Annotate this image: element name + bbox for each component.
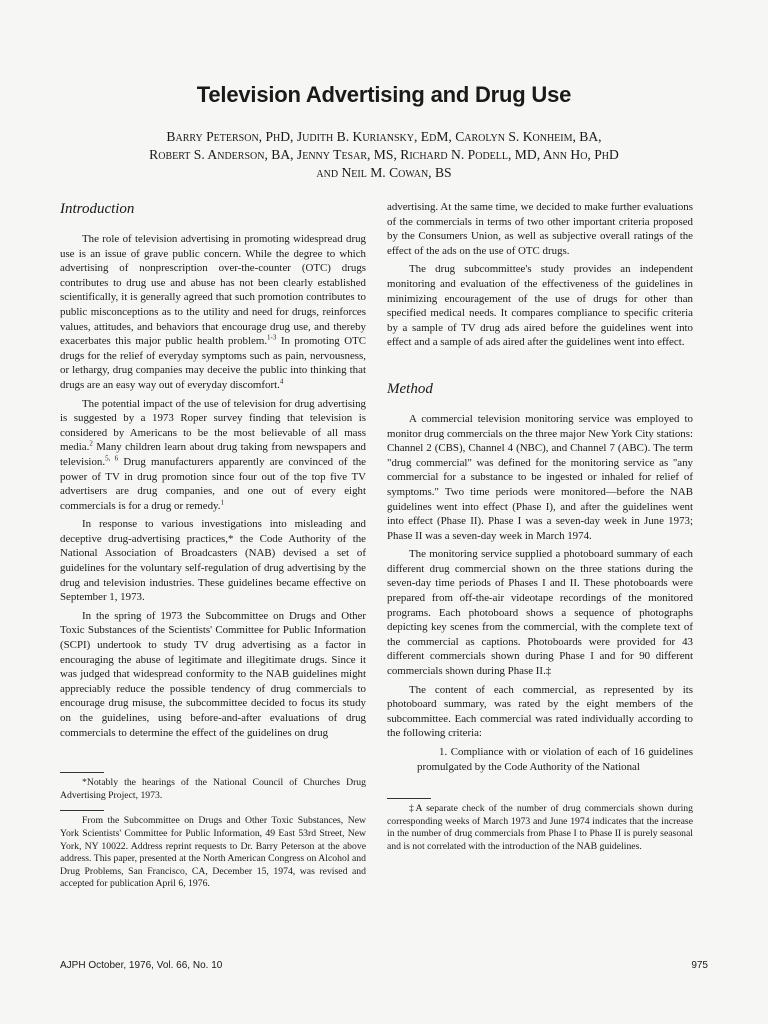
affiliation-note: From the Subcommittee on Drugs and Other Toxic Substances, New York Scientists' Committee for Public Information, 49 East 53rd Street, New York, NY 10022. Address reprint requests to Dr. Barry Peterson at the above address. This paper, presented at the North American Congress on Alcohol and Drug Problems, San Francisco, CA, December 15, 1974, was revised and accepted for publication April 6, 1976. [60,815,366,890]
paragraph: The potential impact of the use of television for drug advertising is suggested by a 1973 Roper survey finding that television is considered by Americans to be the most believable of all mass media.$^2$ Many children learn about drug taking from newspapers and television.$^{5, 6}$ Drug manufacturers apparently are convinced of the power of TV in drug promotion since four out of the top five TV advertisers are drug companies, and one out of every eight commercials is for a drug or remedy.$^1$ [60,397,366,512]
footnote: *Notably the hearings of the National Council of Churches Drug Advertising Project, 1973. [60,777,366,801]
footnote-rule [387,798,431,799]
page-footer [60,960,708,971]
author-line: Robert S. Anderson, BA, Jenny Tesar, MS, Richard N. Podell, MD, Ann Ho, PhD [149,147,619,162]
footnote-rule [60,772,104,773]
paragraph: In the spring of 1973 the Subcommittee on Drugs and Other Toxic Substances of the Scientists' Committee for Public Information (SCPI) undertook to study TV drug advertising as a factor in encouraging the abuse of legitimate and illegitimate drugs. Since it was judged that widespread conformity to the NAB guidelines might appreciably reduce the possible tendency of drug commercials to encourage drug misuse, the subcommittee decided to focus its study on the guidelines, using before-and-after evaluations of drug commercials to determine the effect of the guidelines on drug [60,609,366,739]
right-column [387,200,693,854]
author-list [60,128,708,182]
journal-citation: AJPH October, 1976, Vol. 66, No. 10 [60,960,223,971]
paragraph: The role of television advertising in promoting widespread drug use is an issue of grave public concern. While the degree to which advertising of nonprescription over-the-counter (OTC) drugs contributes to drug use and abuse has not been clearly established scientifically, it is generally agreed that such promotion contributes to public misconceptions as to the utility and need for drugs, reinforces values, attitudes, and behaviors that encourage drug use, and thereby exacerbates this major public health problem.$^{1-3}$ In promoting OTC drugs for the relief of everyday symptoms such as pain, nervousness, or lethargy, drug companies may deceive the public into thinking that drugs are an easy way out of everyday discomfort.$^4$ [60,233,366,391]
paragraph: The content of each commercial, as represented by its photoboard summary, was rated by the eight members of the subcommittee. Each commercial was rated individually according to the following criteria: [387,683,693,740]
footnote-rule [60,810,104,811]
footnote: ‡A separate check of the number of drug commercials shown during corresponding weeks of March 1973 and June 1974 indicates that the increase in the number of drug commercials from Phase I to Phase II is purely seasonal and is not correlated with the introduction of the NAB guidelines. [387,803,693,852]
paragraph: The monitoring service supplied a photoboard summary of each different drug commercial shown on the three stations during the seven-day time periods of Phases I and II. These photoboards were prepared from off-the-air videotape recordings of the monitored programs. Each photoboard shows a sequence of photographs depicting key scenes from the commercial, with the complete text of the commercial as captions. Photoboards were provided for 43 different commercials shown during Phase I and for 90 different commercials shown during Phase II.‡ [387,548,693,678]
paragraph: The drug subcommittee's study provides an independent monitoring and evaluation of the effectiveness of the guidelines in minimizing encouragement of the use of drugs for other than specified medical needs. It compares compliance to specific criteria by a sample of TV drug ads aired before the guidelines went into effect and a sample of ads aired after the guidelines went into effect. [387,263,693,349]
author-line: Barry Peterson, PhD, Judith B. Kuriansky, EdM, Carolyn S. Konheim, BA, [166,129,602,144]
section-heading-introduction: Introduction [60,201,135,217]
list-item: 1. Compliance with or violation of each of 16 guidelines promulgated by the Code Authority of the National [417,746,693,773]
left-column [60,200,366,891]
paragraph: A commercial television monitoring service was employed to monitor drug commercials on the three major New York City stations: Channel 2 (CBS), Channel 4 (NBC), and Channel 7 (ABC). The term "drug commercial" was defined for the monitoring service as "any commercial for a substance to be ingested or inhaled for relief of symptoms." Two time periods were monitored—before the NAB guidelines went into effect (Phase I), and after the guidelines went into effect (Phase II). Phase I was a seven-day week in June 1973; Phase II was a seven-day week in March 1974. [387,412,693,542]
paragraph: In response to various investigations into misleading and deceptive drug-advertising practices,* the Code Authority of the National Association of Broadcasters (NAB) devised a set of guidelines for the voluntary self-regulation of drug advertising by the drug and television industries. These guidelines became effective on September 1, 1973. [60,518,366,604]
paragraph: advertising. At the same time, we decided to make further evaluations of the commercials in terms of two other important criteria proposed by the Consumers Union, as well as subjective overall ratings of the effect of the ads on the use of OTC drugs. [387,201,693,257]
section-heading-method: Method [387,380,433,397]
article-title: Television Advertising and Drug Use [196,82,572,107]
page-number: 975 [691,960,708,971]
author-line: and Neil M. Cowan, BS [316,165,452,180]
